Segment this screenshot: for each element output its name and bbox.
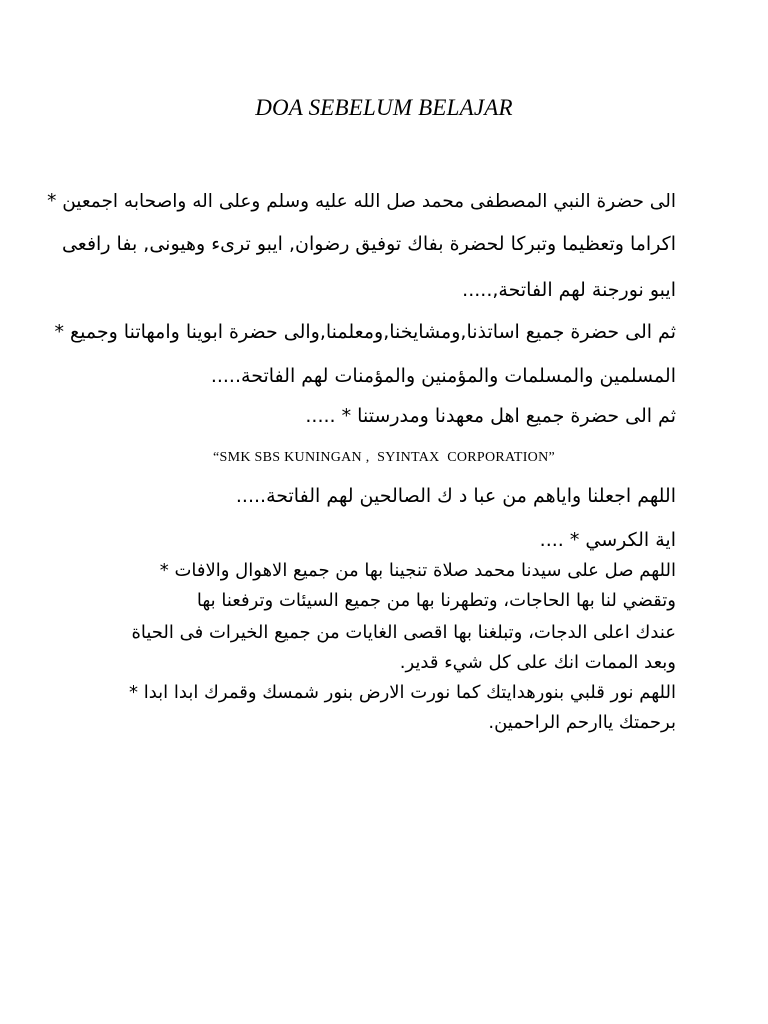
prayer-line-11: عندك اعلى الدجات، وتبلغنا بها اقصى الغايات من جميع الخيرات فى الحياة: [131, 622, 676, 643]
prayer-line-1: الى حضرة النبي المصطفى محمد صل الله عليه وسلم وعلى اله واصحابه اجمعين *: [47, 191, 676, 212]
prayer-line-4: ثم الى حضرة جميع اساتذنا,ومشايخنا,ومعلمنا,والى حضرة ابوينا وامهاتنا وجميع *: [54, 321, 676, 343]
prayer-line-9: اللهم صل على سيدنا محمد صلاة تنجينا بها من جميع الاهوال والافات *: [159, 560, 676, 581]
prayer-line-7: اللهم اجعلنا واياهم من عبا د ك الصالحين لهم الفاتحة.....: [235, 485, 676, 507]
prayer-line-5: المسلمين والمسلمات والمؤمنين والمؤمنات لهم الفاتحة.....: [210, 365, 676, 387]
document-title: DOA SEBELUM BELAJAR: [255, 95, 513, 120]
institution-line: “SMK SBS KUNINGAN , SYINTAX CORPORATION”: [212, 450, 556, 465]
prayer-line-6: ثم الى حضرة جميع اهل معهدنا ومدرستنا * .....: [305, 405, 676, 427]
prayer-line-10: وتقضي لنا بها الحاجات، وتطهرنا بها من جميع السيئات وترفعنا بها: [196, 590, 676, 611]
prayer-line-12: وبعد الممات انك على كل شيء قدير.: [399, 652, 676, 673]
prayer-line-2: اكراما وتعظيما وتبركا لحضرة بفاك توفيق رضوان, ايبو ترىء وهيونى, بفا رافعى: [61, 233, 676, 255]
prayer-line-13: اللهم نور قلبي بنورهدايتك كما نورت الارض بنور شمسك وقمرك ابدا ابدا *: [128, 682, 676, 703]
prayer-line-8: اية الكرسي * ....: [539, 529, 676, 551]
prayer-line-14: برحمتك ياارحم الراحمين.: [488, 712, 676, 733]
prayer-line-3: ايبو نورجنة لهم الفاتحة,.....: [462, 279, 676, 301]
